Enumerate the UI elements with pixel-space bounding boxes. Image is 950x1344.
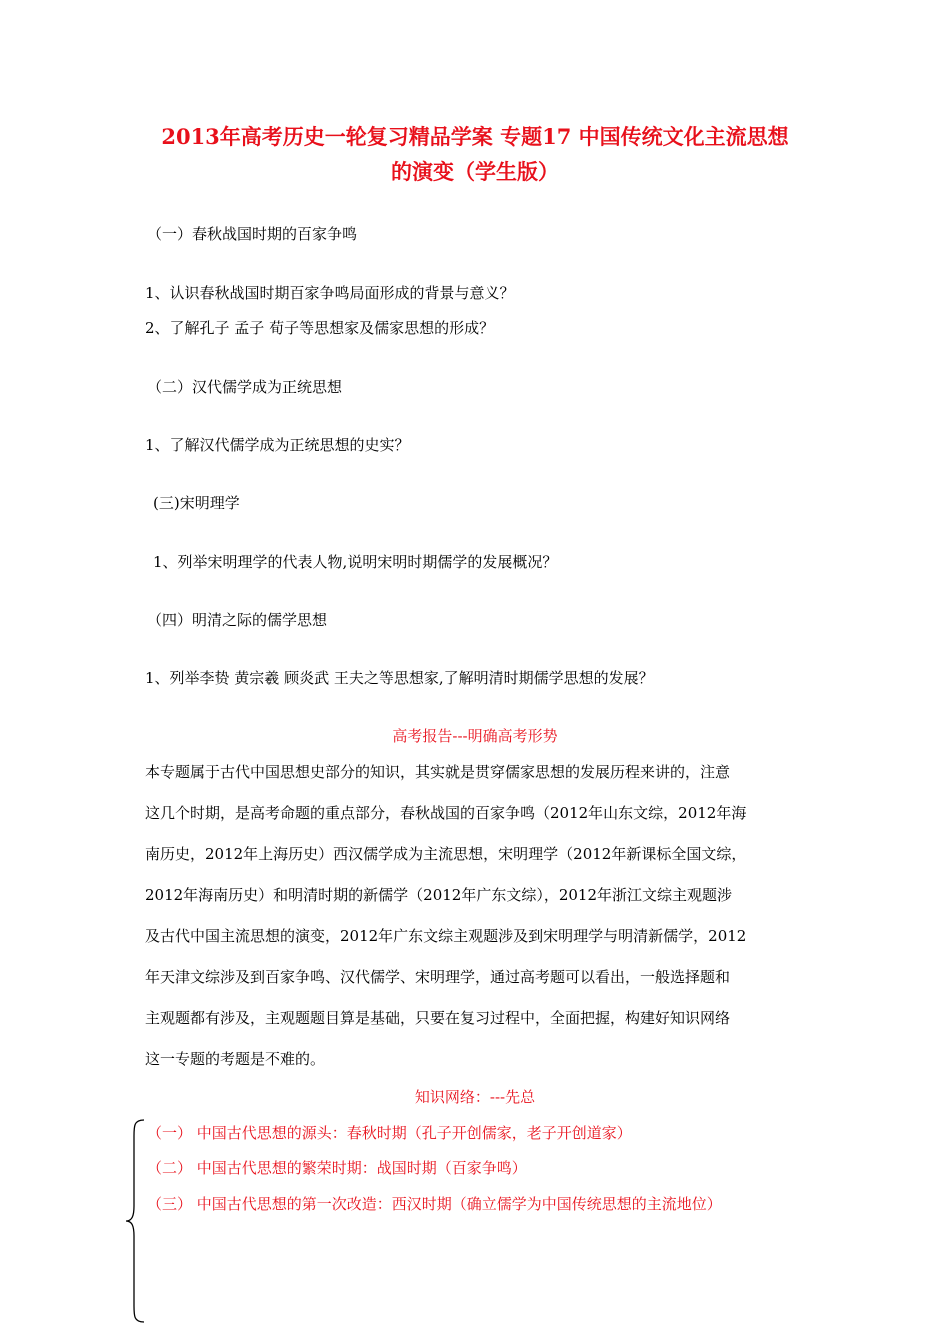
section-1-heading: （一）春秋战国时期的百家争鸣 <box>147 225 358 243</box>
report-heading: 高考报告---明确高考形势 <box>392 727 558 745</box>
report-line-4: 2012年海南历史）和明清时期的新儒学（2012年广东文综），2012年浙江文综主观题涉 <box>145 886 733 904</box>
section-3-heading: (三)宋明理学 <box>153 494 240 512</box>
network-item-2: （二） 中国古代思想的繁荣时期：战国时期（百家争鸣） <box>147 1159 527 1177</box>
network-item-1: （一） 中国古代思想的源头：春秋时期（孔子开创儒家，老子开创道家） <box>147 1124 632 1142</box>
document-title-line-2: 的演变（学生版） <box>391 159 559 184</box>
document-title-line-1: 2013年高考历史一轮复习精品学案 专题17 中国传统文化主流思想 <box>161 124 789 149</box>
network-heading: 知识网络：---先总 <box>414 1088 536 1106</box>
section-1-item-2: 2、了解孔子 孟子 荀子等思想家及儒家思想的形成？ <box>145 319 495 337</box>
report-line-2: 这几个时期，是高考命题的重点部分，春秋战国的百家争鸣（2012年山东文综，2012年海 <box>145 804 747 822</box>
report-line-8: 这一专题的考题是不难的。 <box>145 1050 326 1068</box>
section-2-heading: （二）汉代儒学成为正统思想 <box>147 378 343 396</box>
curly-brace-icon <box>120 1118 150 1324</box>
report-paragraph <box>145 752 805 1080</box>
report-line-7: 主观题都有涉及，主观题题目算是基础，只要在复习过程中，全面把握，构建好知识网络 <box>145 1009 731 1027</box>
section-2-item-1: 1、了解汉代儒学成为正统思想的史实？ <box>145 436 410 454</box>
section-4-heading: （四）明清之际的儒学思想 <box>147 611 328 629</box>
report-line-3: 南历史，2012年上海历史）西汉儒学成为主流思想，宋明理学（2012年新课标全国文综， <box>145 845 747 863</box>
report-line-1: 本专题属于古代中国思想史部分的知识，其实就是贯穿儒家思想的发展历程来讲的，注意 <box>145 763 731 781</box>
section-4-item-1: 1、列举李贽 黄宗羲 顾炎武 王夫之等思想家,了解明清时期儒学思想的发展？ <box>145 669 654 687</box>
report-line-6: 年天津文综涉及到百家争鸣、汉代儒学、宋明理学，通过高考题可以看出，一般选择题和 <box>145 968 731 986</box>
report-line-5: 及古代中国主流思想的演变，2012年广东文综主观题涉及到宋明理学与明清新儒学，2012 <box>145 927 747 945</box>
section-1-item-1: 1、认识春秋战国时期百家争鸣局面形成的背景与意义？ <box>145 284 515 302</box>
section-3-item-1: 1、列举宋明理学的代表人物,说明宋明时期儒学的发展概况？ <box>153 553 558 571</box>
network-item-3: （三） 中国古代思想的第一次改造：西汉时期（确立儒学为中国传统思想的主流地位） <box>147 1195 722 1213</box>
